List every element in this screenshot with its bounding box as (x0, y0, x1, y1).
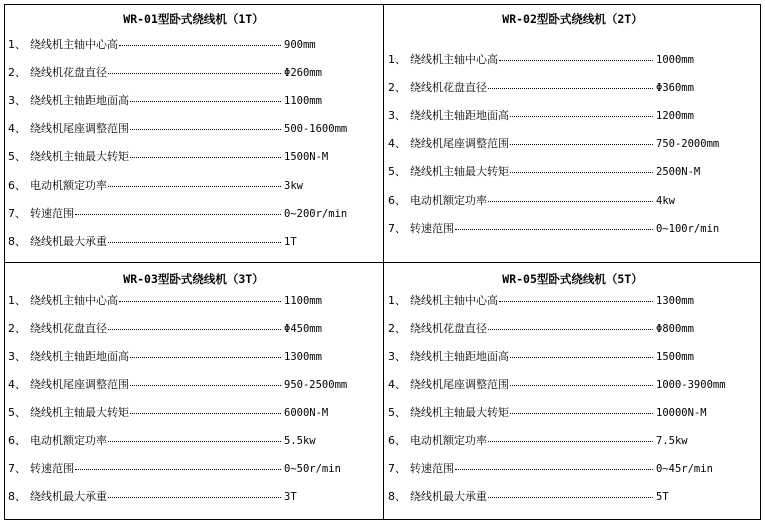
spec-row (8, 348, 383, 366)
leader-dots (510, 172, 653, 173)
leader-dots (488, 497, 653, 498)
spec-row (8, 488, 383, 506)
spec-row (8, 320, 383, 338)
row-value: 750-2000mm (656, 138, 720, 151)
row-index: 1、 (8, 294, 26, 307)
row-value: 0~50r/min (284, 463, 341, 475)
row-value: Φ260mm (284, 67, 322, 80)
row-label: 绕线机花盘直径 (30, 66, 107, 80)
row-value: 7.5kw (656, 435, 688, 447)
row-value: 0~100r/min (656, 222, 720, 235)
leader-dots (108, 186, 281, 187)
row-value: 2500N-M (656, 166, 701, 179)
row-value: 1500mm (656, 351, 694, 363)
spec-row (388, 163, 761, 181)
leader-dots (108, 497, 281, 498)
leader-dots (499, 60, 653, 61)
row-value: 900mm (284, 39, 316, 51)
row-index: 3、 (8, 94, 26, 108)
row-value: 1300mm (656, 295, 694, 307)
leader-dots (510, 144, 653, 145)
table-title: WR-03型卧式绕线机（3T） (123, 272, 264, 286)
table-title: WR-02型卧式绕线机（2T） (502, 12, 643, 26)
row-label: 绕线机主轴最大转矩 (30, 150, 129, 164)
leader-dots (488, 88, 653, 89)
leader-dots (108, 441, 281, 442)
row-label: 绕线机主轴中心高 (410, 294, 498, 307)
row-value: 1300mm (284, 351, 322, 363)
row-value: 0~45r/min (656, 463, 713, 475)
spec-row (388, 292, 761, 310)
leader-dots (130, 385, 281, 386)
row-value: 1200mm (656, 110, 694, 123)
row-label: 转速范围 (410, 221, 454, 235)
leader-dots (75, 214, 281, 215)
row-label: 电动机额定功率 (30, 178, 107, 192)
row-index: 3、 (388, 109, 406, 123)
row-label: 绕线机主轴中心高 (30, 38, 118, 51)
row-label: 转速范围 (30, 206, 74, 220)
row-index: 2、 (8, 322, 26, 335)
row-value: Φ800mm (656, 323, 694, 335)
row-label: 电动机额定功率 (30, 434, 107, 447)
leader-dots (119, 45, 281, 46)
leader-dots (119, 301, 281, 302)
row-label: 绕线机尾座调整范围 (30, 378, 129, 391)
spec-row (8, 376, 383, 394)
row-value: 5.5kw (284, 435, 316, 447)
spec-row (8, 460, 383, 478)
row-index: 5、 (388, 406, 406, 419)
row-label: 绕线机主轴距地面高 (410, 109, 509, 123)
table-title: WR-01型卧式绕线机（1T） (123, 12, 264, 26)
row-label: 绕线机最大承重 (410, 490, 487, 503)
row-value: 1500N-M (284, 151, 329, 164)
row-value: 5T (656, 491, 669, 503)
row-index: 1、 (8, 38, 26, 51)
row-label: 绕线机花盘直径 (410, 322, 487, 335)
row-index: 2、 (388, 322, 406, 335)
spec-row (388, 488, 761, 506)
row-index: 7、 (8, 462, 26, 475)
spec-row (388, 320, 761, 338)
row-value: 3kw (284, 179, 303, 192)
spec-row (8, 64, 383, 82)
row-index: 4、 (388, 137, 406, 151)
row-label: 电动机额定功率 (410, 193, 487, 207)
leader-dots (455, 469, 653, 470)
spec-row (388, 192, 761, 210)
row-value: 1000mm (656, 54, 694, 66)
row-label: 绕线机主轴距地面高 (410, 350, 509, 363)
row-label: 绕线机主轴距地面高 (30, 94, 129, 108)
row-label: 转速范围 (30, 462, 74, 475)
row-index: 2、 (8, 66, 26, 80)
leader-dots (510, 385, 653, 386)
row-index: 4、 (388, 378, 406, 391)
spec-row (8, 233, 383, 251)
row-label: 绕线机主轴距地面高 (30, 350, 129, 363)
row-index: 8、 (388, 490, 406, 503)
spec-row (388, 79, 761, 97)
spec-row (388, 404, 761, 422)
row-index: 6、 (388, 434, 406, 447)
spec-row (8, 432, 383, 450)
leader-dots (108, 242, 281, 243)
row-index: 8、 (8, 234, 26, 248)
leader-dots (510, 116, 653, 117)
row-value: Φ360mm (656, 82, 694, 95)
row-value: 1100mm (284, 295, 322, 307)
row-value: 1000-3900mm (656, 379, 726, 391)
row-label: 绕线机尾座调整范围 (410, 137, 509, 151)
spec-table-2 (384, 4, 761, 262)
spec-row (8, 120, 383, 138)
leader-dots (488, 441, 653, 442)
row-label: 绕线机最大承重 (30, 234, 107, 248)
row-index: 1、 (388, 53, 406, 66)
row-index: 5、 (8, 150, 26, 164)
row-label: 绕线机主轴中心高 (30, 294, 118, 307)
row-index: 4、 (8, 378, 26, 391)
row-label: 绕线机主轴最大转矩 (410, 406, 509, 419)
row-index: 7、 (388, 462, 406, 475)
spec-row (8, 205, 383, 223)
row-index: 7、 (388, 221, 406, 235)
row-label: 绕线机主轴最大转矩 (410, 165, 509, 179)
spec-table-4 (384, 263, 761, 521)
spec-row (388, 348, 761, 366)
row-index: 8、 (8, 490, 26, 503)
spec-row (388, 220, 761, 238)
row-value: 500-1600mm (284, 123, 348, 136)
leader-dots (488, 201, 653, 202)
leader-dots (108, 329, 281, 330)
leader-dots (130, 129, 281, 130)
row-value: 6000N-M (284, 407, 329, 419)
spec-row (388, 107, 761, 125)
row-index: 4、 (8, 122, 26, 136)
row-label: 绕线机尾座调整范围 (30, 122, 129, 136)
row-value: 1T (284, 235, 297, 248)
table-title: WR-05型卧式绕线机（5T） (502, 272, 643, 286)
row-value: 0~200r/min (284, 207, 348, 220)
row-index: 3、 (8, 350, 26, 363)
spec-row (8, 404, 383, 422)
row-index: 7、 (8, 206, 26, 220)
row-value: 950-2500mm (284, 379, 348, 391)
row-label: 绕线机花盘直径 (30, 322, 107, 335)
spec-row (388, 376, 761, 394)
row-value: 10000N-M (656, 407, 707, 419)
spec-row (8, 177, 383, 195)
leader-dots (75, 469, 281, 470)
spec-row (8, 292, 383, 310)
row-index: 3、 (388, 350, 406, 363)
row-value: 3T (284, 491, 297, 503)
row-value: Φ450mm (284, 323, 322, 335)
spec-row (8, 36, 383, 54)
spec-row (388, 432, 761, 450)
spec-row (388, 135, 761, 153)
row-label: 电动机额定功率 (410, 434, 487, 447)
leader-dots (130, 357, 281, 358)
leader-dots (455, 229, 653, 230)
row-index: 6、 (388, 193, 406, 207)
leader-dots (130, 101, 281, 102)
row-label: 绕线机尾座调整范围 (410, 378, 509, 391)
leader-dots (510, 413, 653, 414)
row-index: 1、 (388, 294, 406, 307)
row-label: 绕线机主轴中心高 (410, 53, 498, 66)
row-label: 转速范围 (410, 462, 454, 475)
spec-table-1 (4, 4, 383, 262)
row-index: 2、 (388, 81, 406, 95)
leader-dots (108, 73, 281, 74)
spec-row (388, 460, 761, 478)
row-value: 4kw (656, 194, 675, 207)
spec-table-3 (4, 263, 383, 521)
row-index: 6、 (8, 434, 26, 447)
row-index: 6、 (8, 178, 26, 192)
row-value: 1100mm (284, 95, 322, 108)
spec-row (8, 148, 383, 166)
row-label: 绕线机最大承重 (30, 490, 107, 503)
leader-dots (130, 413, 281, 414)
leader-dots (130, 157, 281, 158)
spec-row (388, 51, 761, 69)
row-index: 5、 (8, 406, 26, 419)
row-label: 绕线机花盘直径 (410, 81, 487, 95)
row-index: 5、 (388, 165, 406, 179)
row-label: 绕线机主轴最大转矩 (30, 406, 129, 419)
leader-dots (510, 357, 653, 358)
leader-dots (499, 301, 653, 302)
leader-dots (488, 329, 653, 330)
spec-row (8, 92, 383, 110)
